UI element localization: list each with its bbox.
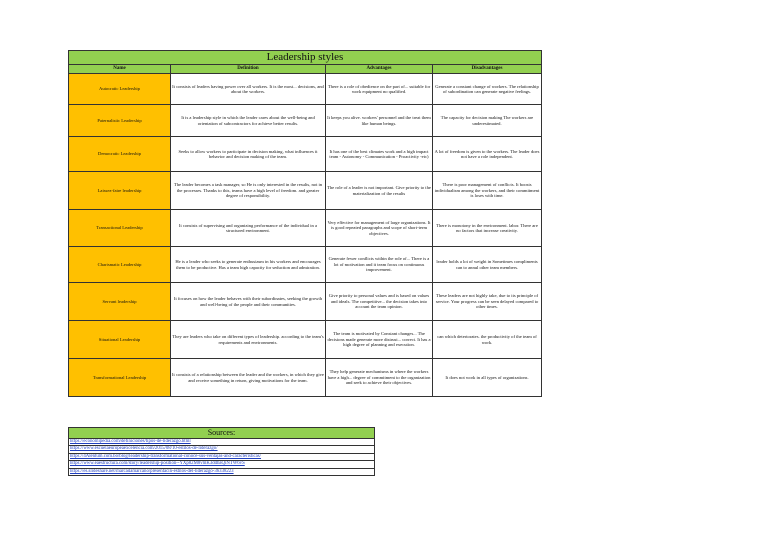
header-name: Name — [69, 65, 171, 74]
definition-cell: It consists of a relationship between the leader and the workers, in which they give and receive something in return, giving motivations for the team. — [171, 359, 326, 397]
source-link[interactable]: https://www.escuelaeuropeaexcelencia.com/2015/08/10-estilos-de-liderazgo/ — [70, 446, 218, 452]
advantages-cell: There is a role of obedience on the part of... suitable for work equipment no qualified. — [326, 74, 433, 105]
definition-cell: The leader becomes a task manager, so He is only interested in the results, not in the processes. Thanks to this, teams have a high level of freedom. and greater degree of responsibility. — [171, 172, 326, 210]
source-link[interactable]: https://4Alentum.com.bo/blog/leadership-transformational-conoce-sus-ventajas-and-caracteristicas/ — [70, 453, 262, 459]
header-definition: Definition — [171, 65, 326, 74]
advantages-cell: The team is motivated by Constant changes... The decisions made generate more distrust... correct. It has a high degree of planning and execution. — [326, 321, 433, 359]
sources-title: Sources: — [69, 428, 375, 439]
table-row — [69, 105, 542, 137]
disadvantages-cell: A lot of freedom is given to the workers. The leader does not have a role independent. — [433, 137, 542, 172]
definition-cell: It focuses on how the leader behaves with their subordinates, seeking the growth and well-being of the people and their communities. — [171, 283, 326, 321]
table-row — [69, 321, 542, 359]
advantages-cell: It has one of the best climates work and a high impact team - Autonomy - Communication - Proactivity -etc) — [326, 137, 433, 172]
style-name-cell: Servant leadership — [69, 283, 171, 321]
disadvantages-cell: There is monotony in the environment. labor. There are no factors that increase creativity. — [433, 210, 542, 247]
table-row — [69, 359, 542, 397]
definition-cell: They are leaders who take on different types of leadership. according to the team's requirements and environments. — [171, 321, 326, 359]
source-link[interactable]: https://es.slideshare.net/marcadamarcano/presentacin-estilos-del-liderazgo-36338223 — [70, 468, 234, 474]
disadvantages-cell: The capacity for decision making The workers are underestimated. — [433, 105, 542, 137]
advantages-cell: It keeps you alive. workers' personnel and the treat them like human beings. — [326, 105, 433, 137]
source-link[interactable]: https://economipedia.com/definiciones/tipos-de-liderazgo.html — [70, 439, 191, 444]
advantages-cell: Generate fewer conflicts within the role of... There is a lot of motivation and it team focus on continuous improvement. — [326, 247, 433, 283]
style-name-cell: Transformational Leadership — [69, 359, 171, 397]
header-disadvantages: Disadvantages — [433, 65, 542, 74]
table-row — [69, 210, 542, 247]
table-row — [69, 74, 542, 105]
table-row — [69, 137, 542, 172]
definition-cell: Seeks to allow workers to participate in decision making, what influences it behavior and decision making of the team. — [171, 137, 326, 172]
table-row — [69, 247, 542, 283]
style-name-cell: Autocratic Leadership — [69, 74, 171, 105]
style-name-cell: Paternalistic Leadership — [69, 105, 171, 137]
disadvantages-cell: It does not work in all types of organizations. — [433, 359, 542, 397]
definition-cell: It consists of supervising and organizing performance of the individual in a structured environment. — [171, 210, 326, 247]
style-name-cell: Transactional Leadership — [69, 210, 171, 247]
sources-table — [68, 427, 375, 476]
disadvantages-cell: can which deteriorates. the productivity of the team of work. — [433, 321, 542, 359]
style-name-cell: Laissez-faire leadership — [69, 172, 171, 210]
style-name-cell: Democratic Leadership — [69, 137, 171, 172]
leadership-styles-table — [68, 50, 542, 397]
disadvantages-cell: These leaders are not highly take, due to its principle of service. Your progress can be seen delayed compared to other times. — [433, 283, 542, 321]
advantages-cell: Very effective for management of large organizations. It is good repeated paragraphs and scope of short-term objectives. — [326, 210, 433, 247]
definition-cell: It consists of leaders having power over all workers. It is the most... decisions, and about the workers. — [171, 74, 326, 105]
table-title: Leadership styles — [69, 51, 542, 65]
advantages-cell: They help generate mechanisms in where the workers have a high... degree of commitment to the organization and seek to achieve their objectives. — [326, 359, 433, 397]
disadvantages-cell: leader holds a lot of weight in Sometimes compliments can to annul other team members. — [433, 247, 542, 283]
style-name-cell: Charismatic Leadership — [69, 247, 171, 283]
disadvantages-cell: There is poor management of conflicts. It boosts individualism among the workers, and their commitment is loses with time. — [433, 172, 542, 210]
table-row — [69, 283, 542, 321]
table-row — [69, 172, 542, 210]
style-name-cell: Situational Leadership — [69, 321, 171, 359]
definition-cell: He is a leader who seeks to generate enthusiasm in his workers and encourages them to be productive. Has a team high capacity for seduction and admiration. — [171, 247, 326, 283]
header-advantages: Advantages — [326, 65, 433, 74]
definition-cell: It is a leadership style in which the leader cares about the well-being and orientation of subcontractors for achieve better results. — [171, 105, 326, 137]
disadvantages-cell: Generate a constant change of workers. The relationship of subordination can generate negative feelings. — [433, 74, 542, 105]
advantages-cell: The role of a leader is not important. Give priority to the materialization of the results — [326, 172, 433, 210]
advantages-cell: Give priority to personal values and is based on values and ideals. The competitive... the decision takes into account the team opinion. — [326, 283, 433, 321]
source-link[interactable]: https://www.eaestructura.com/story/leadership-position--YXp82M8vmK3ddbaQiNTW6vS — [70, 461, 245, 467]
